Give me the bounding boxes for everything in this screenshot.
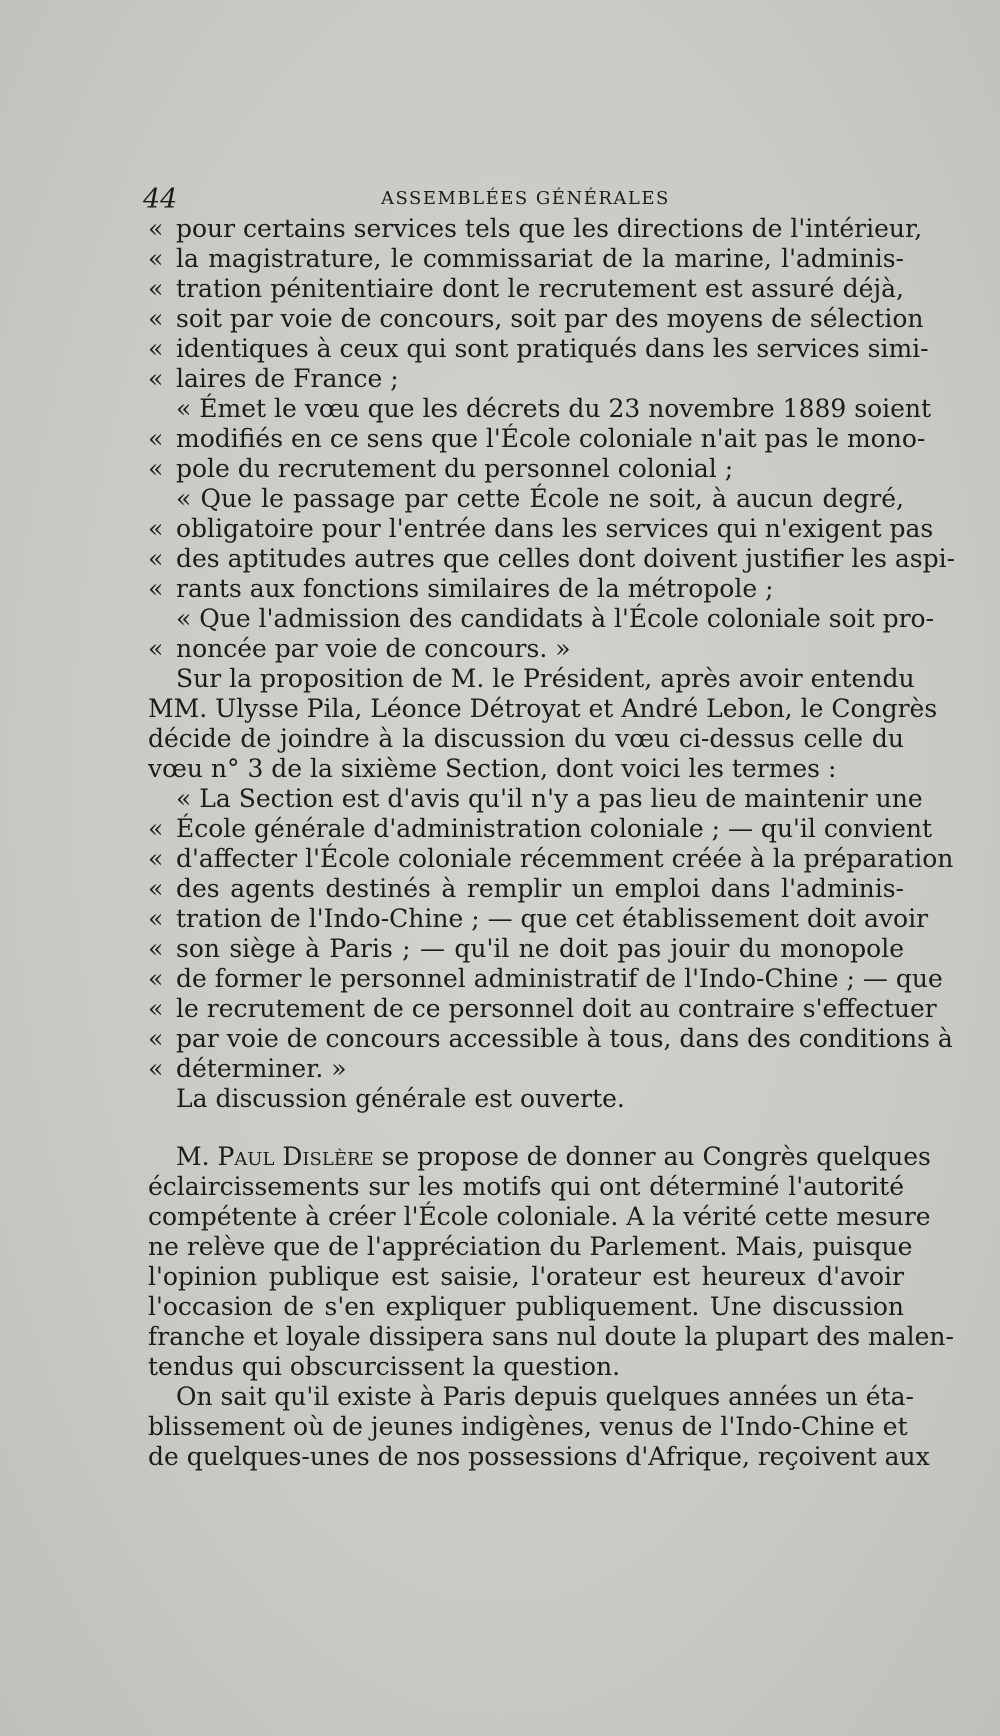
text-line (148, 454, 904, 484)
line-text: tration pénitentiaire dont le recrutement est assuré déjà, (176, 274, 904, 303)
text-line (148, 214, 923, 244)
text-line (148, 334, 929, 364)
quote-mark: « (148, 244, 164, 273)
line-text: des agents destinés à remplir un emploi dans l'adminis- (176, 874, 904, 903)
text-line (148, 274, 904, 304)
quote-mark: « (148, 934, 164, 963)
text-line (148, 934, 904, 964)
line-text: de quelques-unes de nos possessions d'Afrique, reçoivent aux (148, 1442, 930, 1471)
line-text: tration de l'Indo-Chine ; — que cet établissement doit avoir (176, 904, 929, 933)
paragraph-gap (148, 1114, 904, 1142)
line-text: vœu n° 3 de la sixième Section, dont voici les termes : (148, 754, 837, 783)
body-text (148, 214, 956, 1472)
line-text: pour certains services tels que les directions de l'intérieur, (176, 214, 923, 243)
text-line (148, 844, 954, 874)
line-text: franche et loyale dissipera sans nul doute la plupart des malen- (148, 1322, 954, 1351)
quote-mark: « (148, 844, 164, 873)
running-head (143, 184, 863, 214)
text-line (148, 634, 904, 664)
text-line (148, 514, 934, 544)
line-text: laires de France ; (176, 364, 399, 393)
text-line (148, 994, 937, 1024)
text-line (148, 1142, 931, 1172)
quote-mark: « (148, 964, 164, 993)
line-text: École générale d'administration coloniale ; — qu'il convient (176, 814, 933, 843)
quote-mark: « (148, 514, 164, 543)
running-title: ASSEMBLÉES GÉNÉRALES (381, 188, 670, 209)
quote-mark: « (148, 634, 164, 663)
quote-mark: « (148, 814, 164, 843)
line-text: d'affecter l'École coloniale récemment créée à la préparation (176, 844, 954, 873)
quote-mark: « (148, 334, 164, 363)
line-text: son siège à Paris ; — qu'il ne doit pas jouir du monopole (176, 934, 904, 963)
text-line (148, 484, 904, 514)
text-line (148, 1202, 931, 1232)
line-text: décide de joindre à la discussion du vœu ci-dessus celle du (148, 724, 904, 753)
quote-mark: « (148, 214, 164, 243)
line-text: des aptitudes autres que celles dont doivent justifier les aspi- (176, 544, 956, 573)
line-text: « La Section est d'avis qu'il n'y a pas lieu de maintenir une (176, 784, 923, 813)
line-text: soit par voie de concours, soit par des moyens de sélection (176, 304, 924, 333)
text-line (148, 244, 904, 274)
line-text: modifiés en ce sens que l'École coloniale n'ait pas le mono- (176, 424, 926, 453)
text-line (148, 424, 926, 454)
text-line (148, 1084, 904, 1114)
text-line (148, 1382, 914, 1412)
text-line (148, 1024, 953, 1054)
line-text: compétente à créer l'École coloniale. A la vérité cette mesure (148, 1202, 931, 1231)
line-text: de former le personnel administratif de l'Indo-Chine ; — que (176, 964, 943, 993)
quote-mark: « (148, 1054, 164, 1083)
text-line (148, 544, 956, 574)
text-line (148, 904, 929, 934)
line-text: noncée par voie de concours. » (176, 634, 571, 663)
quote-mark: « (148, 904, 164, 933)
text-line (148, 1054, 904, 1084)
line-text (176, 1142, 931, 1172)
line-text: MM. Ulysse Pila, Léonce Détroyat et André Lebon, le Congrès (148, 694, 938, 723)
line-text: obligatoire pour l'entrée dans les services qui n'exigent pas (176, 514, 934, 543)
text-line (148, 304, 924, 334)
line-text: par voie de concours accessible à tous, dans des conditions à (176, 1024, 953, 1053)
text-line (148, 874, 904, 904)
line-text: blissement où de jeunes indigènes, venus de l'Indo-Chine et (148, 1412, 908, 1441)
line-text: tendus qui obscurcissent la question. (148, 1352, 621, 1381)
line-text: rants aux fonctions similaires de la métropole ; (176, 574, 774, 603)
quote-mark: « (148, 424, 164, 453)
line-text: « Que le passage par cette École ne soit, à aucun degré, (176, 484, 904, 513)
quote-mark: « (148, 304, 164, 333)
text-line (148, 784, 923, 814)
text-line (148, 1322, 954, 1352)
quote-mark: « (148, 994, 164, 1023)
text-line (148, 1352, 904, 1382)
line-text: La discussion générale est ouverte. (176, 1084, 625, 1113)
speaker-name: M. Paul Dislère (176, 1142, 374, 1171)
text-line (148, 814, 933, 844)
line-text: l'occasion de s'en expliquer publiquement. Une discussion (148, 1292, 904, 1321)
text-line (148, 694, 938, 724)
line-text: le recrutement de ce personnel doit au contraire s'effectuer (176, 994, 937, 1023)
line-text: « Émet le vœu que les décrets du 23 novembre 1889 soient (176, 394, 932, 423)
text-line (148, 1412, 908, 1442)
line-text: « Que l'admission des candidats à l'École coloniale soit pro- (176, 604, 935, 633)
text-line (148, 1292, 904, 1322)
page-number: 44 (143, 184, 178, 215)
line-text: pole du recrutement du personnel colonial ; (176, 454, 734, 483)
text-line (148, 364, 904, 394)
text-line (148, 1172, 904, 1202)
line-text: la magistrature, le commissariat de la marine, l'adminis- (176, 244, 904, 273)
text-line (148, 964, 943, 994)
line-text: On sait qu'il existe à Paris depuis quelques années un éta- (176, 1382, 914, 1411)
text-line (148, 604, 935, 634)
speaker-text: se propose de donner au Congrès quelques (373, 1142, 931, 1171)
line-text: ne relève que de l'appréciation du Parlement. Mais, puisque (148, 1232, 913, 1261)
text-line (148, 664, 915, 694)
quote-mark: « (148, 364, 164, 393)
quote-mark: « (148, 874, 164, 903)
text-line (148, 394, 932, 424)
line-text: déterminer. » (176, 1054, 347, 1083)
quote-mark: « (148, 544, 164, 573)
text-line (148, 574, 904, 604)
line-text: l'opinion publique est saisie, l'orateur est heureux d'avoir (148, 1262, 904, 1291)
text-line (148, 1442, 930, 1472)
text-line (148, 1232, 913, 1262)
quote-mark: « (148, 1024, 164, 1053)
line-text: identiques à ceux qui sont pratiqués dans les services simi- (176, 334, 929, 363)
text-line (148, 754, 904, 784)
line-text: Sur la proposition de M. le Président, après avoir entendu (176, 664, 915, 693)
quote-mark: « (148, 574, 164, 603)
text-line (148, 1262, 904, 1292)
text-line (148, 724, 904, 754)
quote-mark: « (148, 454, 164, 483)
quote-mark: « (148, 274, 164, 303)
line-text: éclaircissements sur les motifs qui ont déterminé l'autorité (148, 1172, 904, 1201)
